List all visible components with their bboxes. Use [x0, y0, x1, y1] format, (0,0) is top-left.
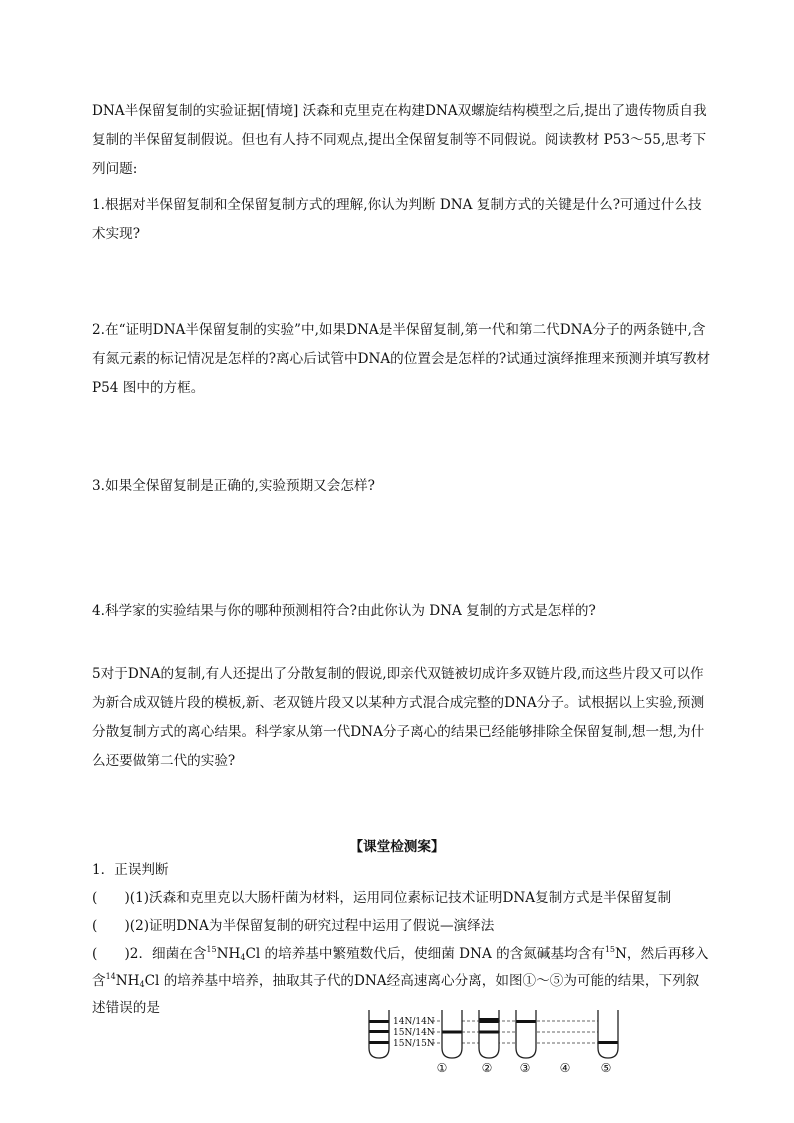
- tube-2-band-hybrid: [443, 1031, 462, 1034]
- tube-5: [598, 1010, 618, 1058]
- question-3: 3.如果全保留复制是正确的,实验预期又会怎样?: [92, 478, 375, 494]
- item-1-label: 1．正误判断: [92, 862, 169, 878]
- tube-1-band-heavy: [370, 1041, 389, 1044]
- tube-2: [442, 1010, 462, 1058]
- tube-1-band-hybrid: [370, 1030, 389, 1033]
- intro-paragraph: DNA半保留复制的实验证据[情境] 沃森和克里克在构建DNA双螺旋结构模型之后,提出了遗传物质自我复制的半保留复制假说。但也有人持不同观点,提出全保留复制等不同假说。阅读教材 P53～55,思考下列问题:: [92, 103, 707, 177]
- tube-label-2: ②: [481, 1061, 493, 1075]
- item-2-question: ( )2．细菌在含$^{15}NH_4Cl$ 的培养基中繁殖数代后，使细菌 DNA 的含氮碱基均含有$^{15}$N，然后再移入含$^{14}NH_4Cl$ 的培养基中培养，抽取其子代的DNA经高速离心分离，如图①～⑤为可能的结果，下列叙述错误的是: [92, 945, 709, 1016]
- tube-label-5: ⑤: [600, 1061, 612, 1075]
- question-1: 1.根据对半保留复制和全保留复制方式的理解,你认为判断 DNA 复制方式的关键是什么?可通过什么技术实现?: [92, 197, 702, 242]
- question-2: 2.在“证明DNA半保留复制的实验”中,如果DNA是半保留复制,第一代和第二代DNA分子的两条链中,含有氮元素的标记情况是怎样的?离心后试管中DNA的位置会是怎样的?试通过演绎推理来预测并填写教材 P54 图中的方框。: [92, 322, 711, 396]
- tube-label-3: ③: [519, 1061, 531, 1075]
- tube-1-band-light: [370, 1020, 389, 1023]
- band-label-15n14n: 15N/14N: [393, 1028, 435, 1038]
- question-5: 5对于DNA的复制,有人还提出了分散复制的假说,即亲代双链被切成许多双链片段,而这些片段又可以作为新合成双链片段的模板,新、老双链片段又以某种方式混合成完整的DNA分子。试根据以上实验,预测分散复制方式的离心结果。科学家从第一代DNA分子离心的结果已经能够排除全保留复制,想一想,为什么还要做第二代的实验?: [92, 666, 705, 769]
- band-label-15n15n: 15N/15N: [393, 1039, 435, 1049]
- section-title-class-check: 【课堂检测案】: [349, 839, 445, 855]
- tube-3-band-light: [480, 1018, 499, 1023]
- judgement-2: ( )(2)证明DNA为半保留复制的研究过程中运用了假说—演绎法: [92, 918, 495, 934]
- question-4: 4.科学家的实验结果与你的哪种预测相符合?由此你认为 DNA 复制的方式是怎样的?: [92, 603, 596, 619]
- tube-label-4: ④: [559, 1061, 571, 1075]
- judgement-1: ( )(1)沃森和克里克以大肠杆菌为材料，运用同位素标记技术证明DNA复制方式是半保留复制: [92, 890, 672, 906]
- tube-5-band-heavy: [599, 1041, 618, 1044]
- band-label-14n14n: 14N/14N: [393, 1017, 435, 1027]
- centrifuge-tubes-figure: [360, 1008, 625, 1078]
- tube-3-band-hybrid: [480, 1031, 499, 1034]
- tube-4-band-light: [517, 1020, 536, 1023]
- tube-label-1: ①: [436, 1061, 448, 1075]
- tube-3: [479, 1010, 499, 1058]
- tube-4: [516, 1010, 536, 1058]
- tube-1: [369, 1010, 389, 1058]
